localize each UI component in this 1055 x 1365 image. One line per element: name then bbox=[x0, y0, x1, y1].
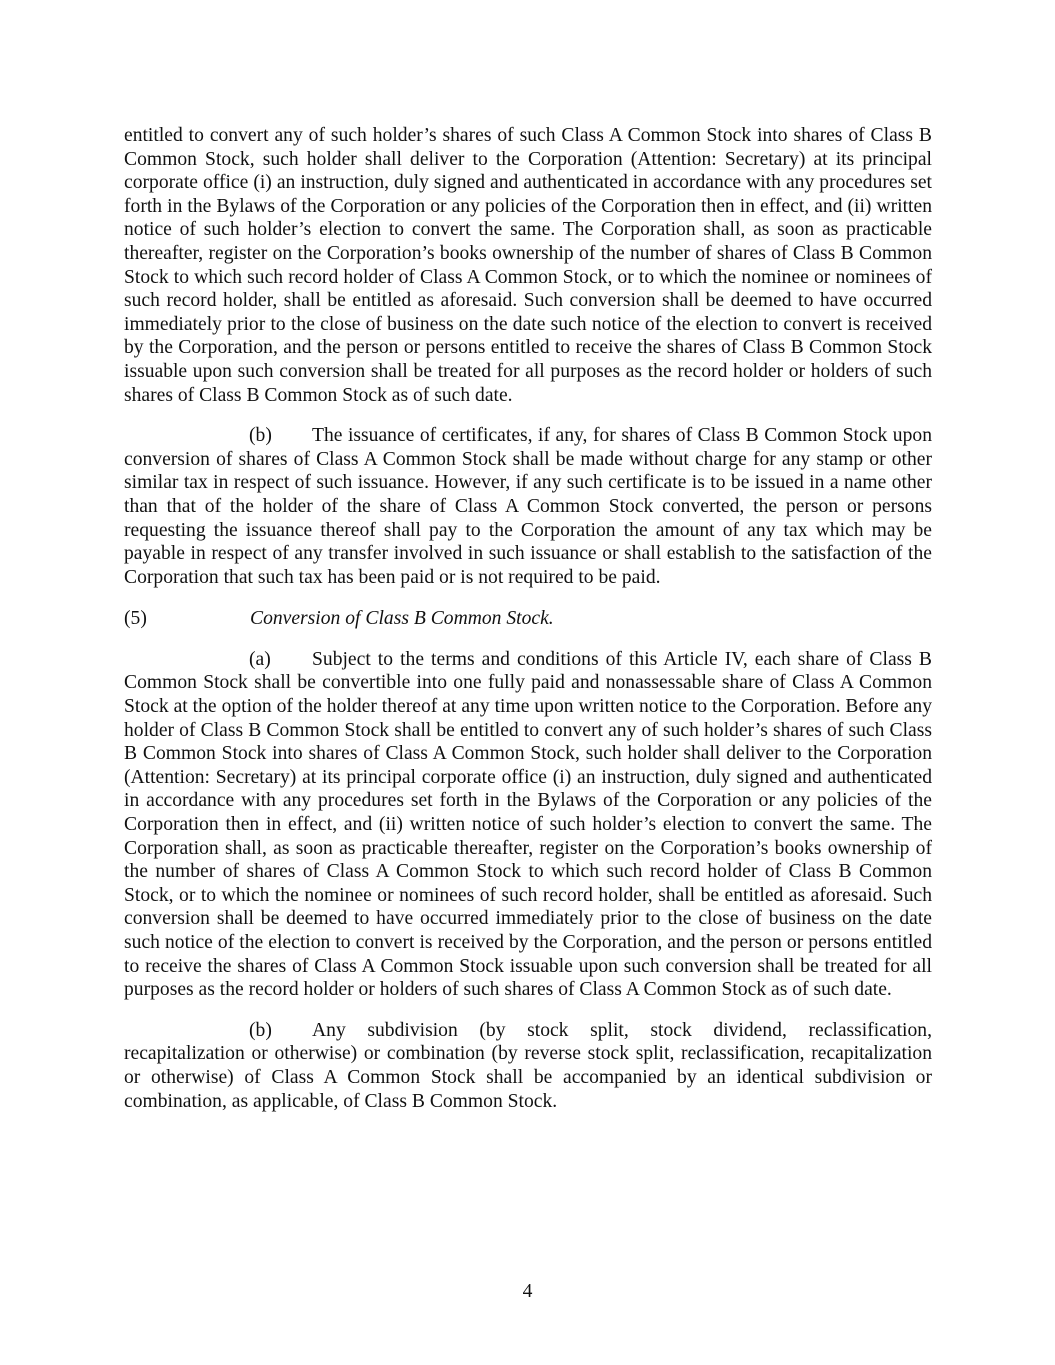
paragraph-5b-text: Any subdivision (by stock split, stock dividend, reclassification, recapitalization or otherwise) or combination (by reverse stock split, reclassification, recapitalization or otherwise) of Class A Common Stock shall be accompanied by an identical subdivision or combination, as applicable, of Class B Common Stock. bbox=[124, 1019, 932, 1112]
section-5-title: Conversion of Class B Common Stock. bbox=[250, 608, 554, 630]
page-number: 4 bbox=[522, 1281, 533, 1302]
paragraph-5a bbox=[124, 648, 932, 1002]
document-body bbox=[124, 124, 932, 1113]
paragraph-5b bbox=[124, 1019, 932, 1113]
paragraph-5b-label: (b) bbox=[249, 1019, 272, 1041]
paragraph-5a-label: (a) bbox=[249, 648, 271, 670]
paragraph-4b bbox=[124, 424, 932, 589]
section-5-number: (5) bbox=[124, 608, 147, 630]
section-5-heading bbox=[124, 607, 932, 631]
paragraph-5a-text: Subject to the terms and conditions of this Article IV, each share of Class B Common Stock shall be convertible into one fully paid and nonassessable share of Class A Common Stock at the option of the holder thereof at any time upon written notice to the Corporation. Before any holder of Class B Common Stock shall be entitled to convert any of such holder’s shares of such Class B Common Stock into shares of Class A Common Stock, such holder shall deliver to the Corporation (Attention: Secretary) at its principal corporate office (i) an instruction, duly signed and authenticated in accordance with any procedures set forth in the Bylaws of the Corporation or any policies of the Corporation then in effect, and (ii) written notice of such holder’s election to convert the same. The Corporation shall, as soon as practicable thereafter, register on the Corporation’s books ownership of the number of shares of Class A Common Stock to which such record holder of Class B Common Stock, or to which the nominee or nominees of such record holder, shall be entitled as aforesaid. Such conversion shall be deemed to have occurred immediately prior to the close of business on the date such notice of the election to convert is received by the Corporation, and the person or persons entitled to receive the shares of Class A Common Stock issuable upon such conversion shall be treated for all purposes as the record holder or holders of such shares of Class A Common Stock as of such date. bbox=[124, 648, 932, 1001]
paragraph-continuation: entitled to convert any of such holder’s shares of such Class A Common Stock into shares of Class B Common Stock, such holder shall deliver to the Corporation (Attention: Secretary) at its principal corporate office (i) an instruction, duly signed and authenticated in accordance with any procedures set forth in the Bylaws of the Corporation or any policies of the Corporation then in effect, and (ii) written notice of such holder’s election to convert the same. The Corporation shall, as soon as practicable thereafter, register on the Corporation’s books ownership of the number of shares of Class B Common Stock to which such record holder of Class A Common Stock, or to which the nominee or nominees of such record holder, shall be entitled as aforesaid. Such conversion shall be deemed to have occurred immediately prior to the close of business on the date such notice of the election to convert is received by the Corporation, and the person or persons entitled to receive the shares of Class B Common Stock issuable upon such conversion shall be treated for all purposes as the record holder or holders of such shares of Class B Common Stock as of such date. bbox=[124, 125, 932, 406]
paragraph-4b-text: The issuance of certificates, if any, for shares of Class B Common Stock upon conversion of shares of Class A Common Stock shall be made without charge for any stamp or other similar tax in respect of such issuance. However, if any such certificate is to be issued in a name other than that of the holder of the share of Class A Common Stock converted, the person or persons requesting the issuance thereof shall pay to the Corporation the amount of any tax which may be payable in respect of any transfer involved in such issuance or shall establish to the satisfaction of the Corporation that such tax has been paid or is not required to be paid. bbox=[124, 425, 932, 588]
paragraph-4b-label: (b) bbox=[249, 425, 272, 447]
